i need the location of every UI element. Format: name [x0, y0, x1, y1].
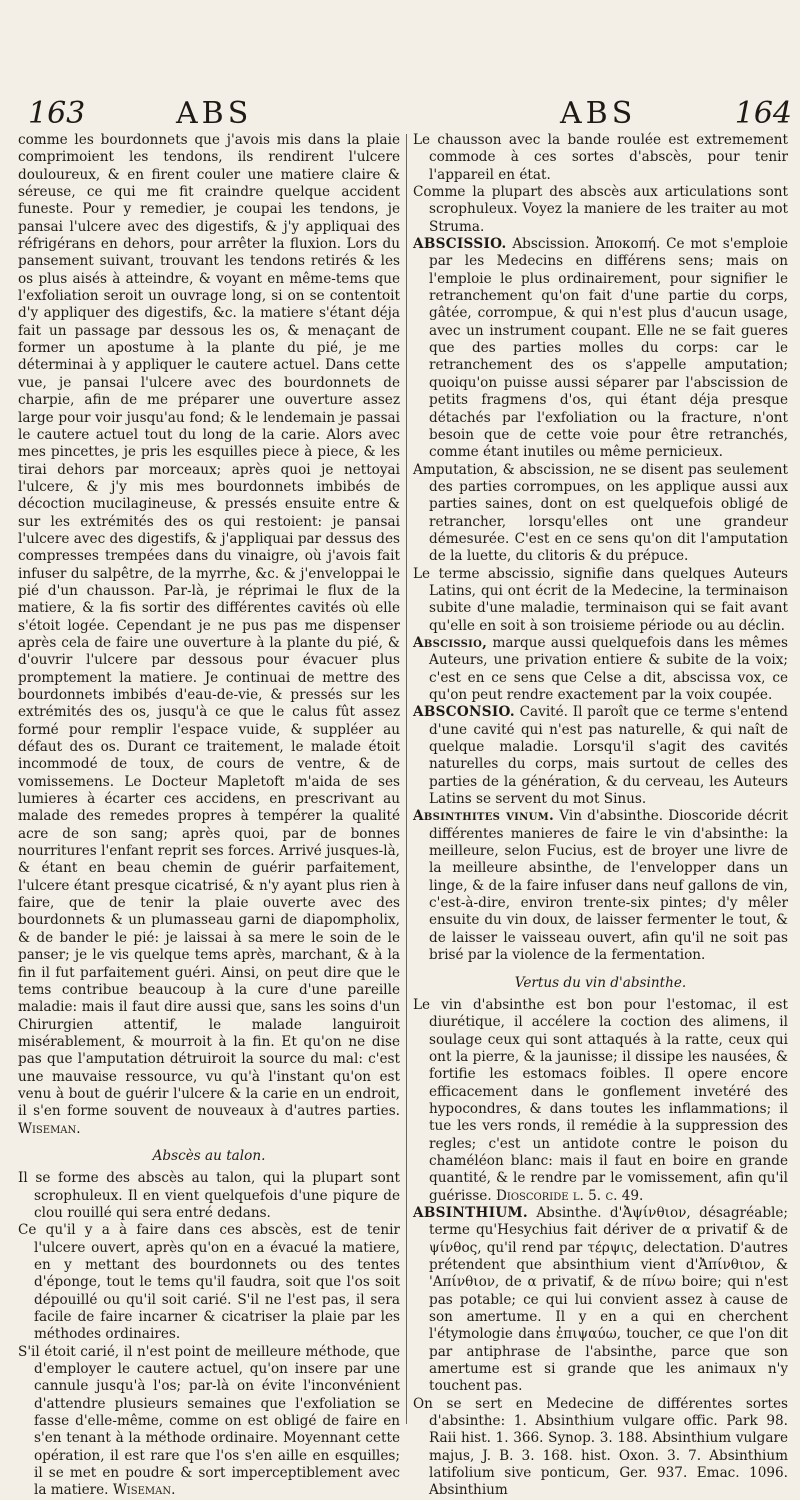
page-number-right: 164: [734, 96, 792, 131]
entry-absinthites-vinum: [413, 808, 788, 964]
entry-text: Cavité. Il paroît que ce terme s'entend d'une cavité qui n'est pas naturelle, & qui naît de quelque maladie. Lorsqu'il s'agit des cavités naturelles du corps, mais surtout de celles des parties de la génération, & du cerveau, les Auteurs Latins se servent du mot Sinus.: [429, 704, 788, 808]
paragraph-caries: [18, 1344, 400, 1500]
entry-text: Abscission. Ἀποκοπή. Ce mot s'emploie par les Medecins en différens sens; mais on l'emploie le plus ordinairement, pour signifier le retranchement qu'on fait d'une partie du corps, gâtée, corrompue, & qui n'est plus d'aucun usage, avec un instrument coupant. Elle ne se fait gueres que des parties molles du corps: car le retranchement des os s'appelle amputation; quoiqu'on puisse aussi séparer par l'abscission de petits fragmens d'os, qui étant déja presque détachés par l'exfoliation ou la fracture, n'ont besoin que de cette voie pour être retranchés, comme étant inutiles ou même pernicieux.: [429, 236, 788, 461]
entry-text: Absinthe. d'Ἀψίνθιον, désagréable; terme qu'Hesychius fait dériver de α privatif & de ψίνθος, qu'il rend par τέρψις, delectation. D'autres prétendent que absinthium vient d'Ἀπίνθιον, & 'Απίνθιον, de α privatif, & de πίνω boire; qui n'est pas potable; ce qui lui convient assez à cause de son amertume. Il y en a qui en cherchent l'étymologie dans ἐπιψαύω, toucher, ce que l'on dit par antiphrase de l'absinthe, parce que son amertume est si grande que les animaux n'y touchent pas.: [429, 1204, 788, 1395]
section-subheading: Vertus du vin d'absinthe.: [514, 974, 687, 991]
section-subheading: Abscès au talon.: [152, 1147, 266, 1164]
entry-headword: ABSINTHIUM.: [413, 1204, 528, 1221]
right-column: [413, 132, 788, 1500]
entry-abscissio: [413, 236, 788, 461]
entry-absinthium: [413, 1205, 788, 1396]
author-signature: Wiseman.: [112, 1482, 176, 1499]
page-number-left: 163: [28, 96, 86, 131]
paragraph-struma: Comme la plupart des abscès aux articulations sont scrophuleux. Voyez la maniere de les traiter au mot Struma.: [413, 184, 788, 235]
left-paragraph-continuation: [18, 132, 400, 1138]
paragraph-heel-treatment: Ce qu'il y a à faire dans ces abscès, est de tenir l'ulcere ouvert, après qu'on en a évacué la matiere, en y mettant des bourdonnets ou des tentes d'éponge, tout le tems qu'il faudra, soit que l'os soit dépouillé ou qu'il soit carié. S'il ne l'est pas, il sera facile de faire incarner & cicatriser la plaie par les méthodes ordinaires.: [18, 1222, 400, 1343]
paragraph-amputation: Amputation, & abscission, ne se disent pas seulement des parties corrompues, on les applique aussi aux parties saines, dont on est quelquefois obligé de retrancher, lorsqu'elles ont une grandeur démesurée. C'est en ce sens qu'on dit l'amputation de la luette, du clitoris & du prépuce.: [413, 461, 788, 565]
paragraph-text: Le vin d'absinthe est bon pour l'estomac, il est diurétique, il accélere la coction des alimens, il soulage ceux qui sont attaqués à la ratte, ceux qui ont la pierre, & la jaunisse; il dissipe les nausées, & fortifie les estomacs foibles. Il opere encore efficacement dans le gonflement invetéré des hypocondres, & dans toutes les inflammations; il tue les vers ronds, il remédie à la suppression des regles; c'est un antidote contre le poison du chaméléon blanc: mais il faut en boire en grande quantité, & le rendre par le vomissement, afin qu'il guérisse.: [413, 996, 788, 1204]
entry-text: marque aussi quelquefois dans les mêmes Auteurs, une privation entiere & subite de la voix; c'est en ce sens que Celse a dit, abscissa vox, ce qu'on peut rendre exactement par la voix coupée.: [429, 634, 788, 703]
paragraph-heel-abscess: Il se forme des abscès au talon, qui la plupart sont scrophuleux. Il en vient quelquefois d'une piqure de clou rouillé qui sera entré dedans.: [18, 1170, 400, 1221]
paragraph-text: S'il étoit carié, il n'est point de meilleure méthode, que d'employer le cautere actuel, qu'on insere par une cannule jusqu'à l'os; par-là on évite l'inconvénient d'attendre plusieurs semaines que l'exfoliation se fasse d'elle-même, comme on est obligé de faire en s'en tenant à la méthode ordinaire. Moyennant cette opération, il est rare que l'os s'en aille en esquilles; il se met en poudre & sort imperceptiblement avec la matiere.: [18, 1343, 400, 1499]
column-divider: [406, 134, 407, 1424]
paragraph-vertus: [413, 997, 788, 1205]
entry-abscissio-voice: [413, 635, 788, 704]
author-signature: Wiseman.: [18, 1120, 81, 1137]
entry-headword: Absinthites vinum.: [413, 808, 555, 825]
source-citation: Dioscoride l. 5. c. 49.: [496, 1187, 644, 1204]
entry-headword: Abscissio,: [413, 634, 488, 651]
entry-absconsio: [413, 704, 788, 808]
paragraph-sortes-absinthe: On se sert en Medecine de différentes sortes d'absinthe: 1. Absinthium vulgare offic. Park 98. Raii hist. 1. 366. Synop. 3. 188. Absinthium vulgare majus, J. B. 3. 168. hist. Oxon. 3. 7. Absinthium latifolium sive ponticum, Ger. 937. Emac. 1096. Absinthium: [413, 1395, 788, 1499]
paragraph-terme-abscissio: Le terme abscissio, signifie dans quelques Auteurs Latins, qui ont écrit de la Medecine, la terminaison subite d'une maladie, terminaison qui se fait avant qu'elle en soit à son troisieme période ou au déclin.: [413, 565, 788, 634]
entry-headword: ABSCONSIO.: [413, 704, 515, 721]
entry-headword: ABSCISSIO.: [413, 236, 507, 253]
entry-text: Vin d'absinthe. Dioscoride décrit différentes manieres de faire le vin d'absinthe: la meilleure, selon Fucius, est de broyer une livre de la meilleure absinthe, de l'envelopper dans un linge, & de la faire infuser dans neuf gallons de vin, c'est-à-dire, environ trente-six pintes; d'y mêler ensuite du vin doux, de laisser fermenter le tout, & de laisser le vaisseau ouvert, afin qu'il ne soit pas brisé par la violence de la fermentation.: [429, 808, 788, 964]
paragraph-text: comme les bourdonnets que j'avois mis dans la plaie comprimoient les tendons, ils rendirent l'ulcere douloureux, & en firent couler une matiere claire & séreuse, ce qui me fit craindre quelque accident funeste. Pour y remedier, je coupai les tendons, je pansai l'ulcere avec des digestifs, & j'y appliquai des réfrigérans en dehors, pour arrêter la fluxion. Lors du pansement suivant, trouvant les tendons retirés & les os plus aisés à atteindre, & voyant en même-tems que l'exfoliation seroit un ouvrage long, si on se contentoit d'y appliquer des digestifs, &c. la matiere s'étant déja fait un passage par dessous les os, & menaçant de former un apostume à la plante du pié, je me déterminai à y appliquer le cautere actuel. Dans cette vue, je pansai l'ulcere avec des bourdonnets de charpie, afin de me préparer une ouverture assez large pour voir jusqu'au fond; & le lendemain je passai le cautere actuel tout du long de la carie. Alors avec mes pincettes, je pris les esquilles piece à piece, & les tirai dehors par morceaux; après quoi je nettoyai l'ulcere, & j'y mis mes bourdonnets imbibés de décoction mucilagineuse, & pressés ensuite entre & sur les extrémités des os qui restoient: je pansai l'ulcere avec des digestifs, & j'appliquai par dessus des compresses trempées dans du vinaigre, où j'avois fait infuser du salpêtre, de la myrrhe, &c. & j'enveloppai le pié d'un chausson. Par-là, je réprimai le flux de la matiere, & la fis sortir des différentes cavités où elle s'étoit logée. Cependant je ne pus pas me dispenser après cela de faire une ouverture à la plante du pié, & d'ouvrir l'ulcere par dessous pour évacuer plus promptement la matiere. Je continuai de mettre des bourdonnets imbibés d'eau-de-vie, & pressés sur les extrémités des os, jusqu'à ce que le calus fût assez formé pour remplir l'espace vuide, & suppléer au défaut des os. Durant ce traitement, le malade étoit incommodé de toux, de cours de ventre, & de vomissemens. Le Docteur Mapletoft m'aida de ses lumieres à écarter ces accidens, en prescrivant au malade des remedes propres à tempérer la qualité acre de son sang; après quoi, par de bonnes nourritures l'enfant reprit ses forces. Arrivé jusques-là, & étant en beau chemin de guérir parfaitement, l'ulcere étant presque cicatrisé, & n'y ayant plus rien à faire, que de tenir la plaie ouverte avec des bourdonnets & un plumasseau garni de diapompholix, & de bander le pié: je laissai à sa mere le soin de le panser; je le vis quelque tems après, marchant, & à la fin il fut parfaitement guéri. Ainsi, on peut dire que le tems contribue beaucoup à la cure d'une pareille maladie: mais il faut dire aussi que, sans les soins d'un Chirurgien attentif, le malade languiroit misérablement, & mourroit à la fin. Et qu'on ne dise pas que l'amputation détruiroit la source du mal: c'est une mauvaise ressource, vu qu'à l'instant qu'on est venu à bout de guérir l'ulcere & la carie en un endroit, il s'en forme souvent de nouveaux à d'autres parties.: [18, 132, 400, 1120]
running-head-left: ABS: [176, 96, 253, 131]
left-column: [18, 132, 400, 1500]
running-head-right: ABS: [560, 96, 637, 131]
paragraph-chausson: Le chausson avec la bande roulée est extremement commode à ces sortes d'abscès, pour tenir l'appareil en état.: [413, 132, 788, 183]
page-header: [0, 96, 800, 136]
